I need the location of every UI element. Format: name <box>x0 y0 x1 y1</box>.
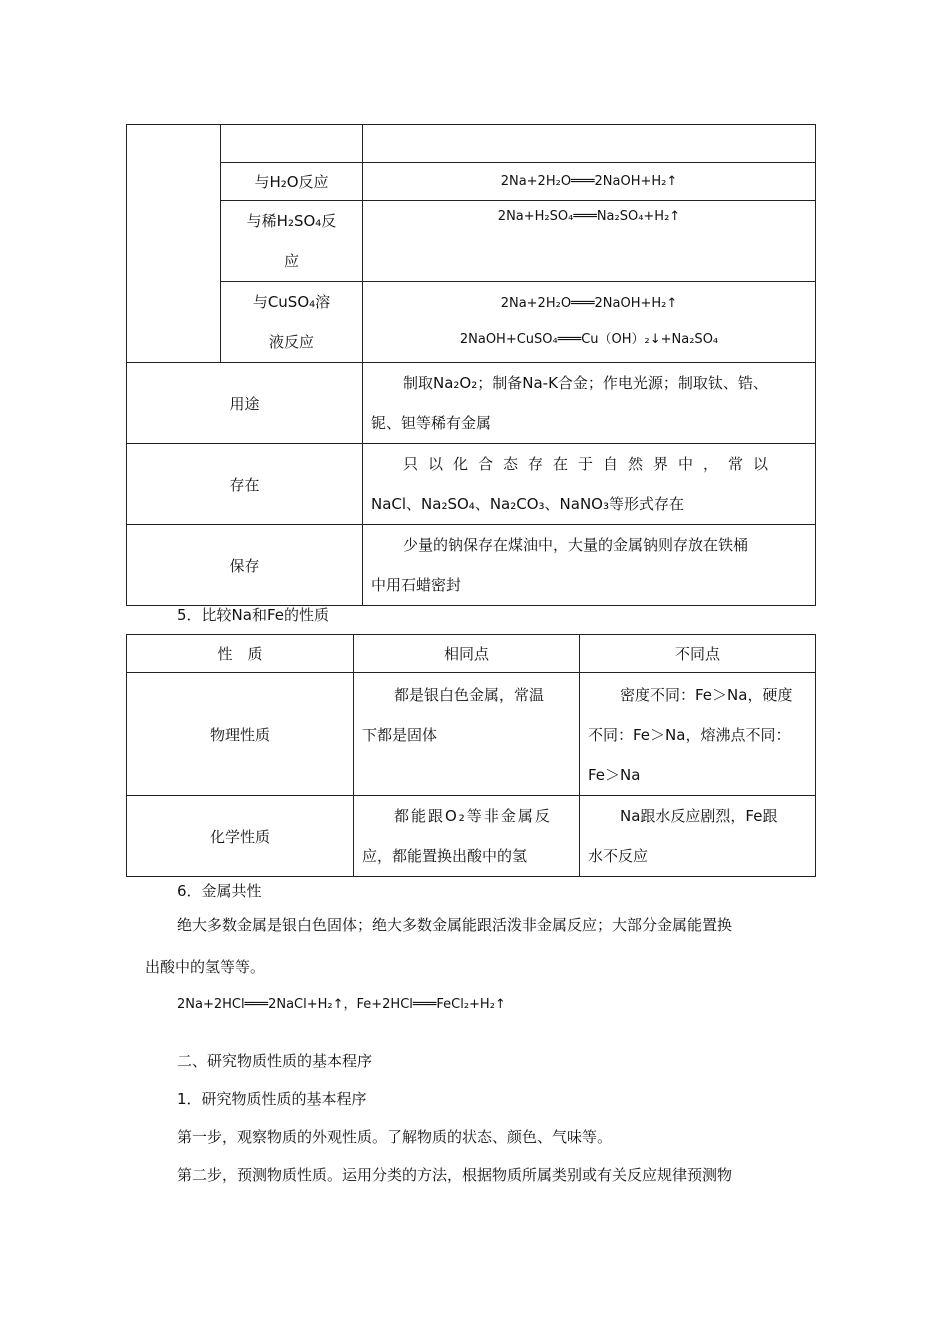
row-store-text <box>363 525 816 606</box>
physical-same-line2: 下都是固体 <box>362 726 438 744</box>
sodium-properties-table <box>126 124 816 606</box>
physical-diff-line2: 不同：Fe＞Na，熔沸点不同： <box>588 726 791 744</box>
row-store-text-line2: 中用石蜡密封 <box>371 576 462 594</box>
row-store-label: 保存 <box>127 525 363 606</box>
chemical-diff-line1: Na跟水反应剧烈，Fe跟 <box>620 807 778 825</box>
header-diff: 不同点 <box>580 635 816 673</box>
physical-same-line1: 都是银白色金属，常温 <box>394 686 545 704</box>
row-use-text-line2: 铌、钽等稀有金属 <box>371 414 492 432</box>
row-cuso4-equation1: 2Na+2H₂O═══2NaOH+H₂↑ <box>500 296 678 311</box>
row-cuso4-equation2: 2NaOH+CuSO₄═══Cu（OH）₂↓+Na₂SO₄ <box>459 332 719 347</box>
row-use-label: 用途 <box>127 363 363 444</box>
physical-diff-line3: Fe＞Na <box>588 766 641 784</box>
row-h2o-equation: 2Na+2H₂O═══2NaOH+H₂↑ <box>363 163 816 201</box>
chemical-same-line1: 都能跟O₂等非金属反 <box>394 807 552 825</box>
table1-empty-label <box>221 125 363 163</box>
physical-property-label: 物理性质 <box>127 673 354 796</box>
section5-title: 5．比较Na和Fe的性质 <box>177 606 329 624</box>
row-exist-text-line1: 只以化合态存在于自然界中，常以 <box>403 455 779 473</box>
chemical-same <box>354 796 580 877</box>
header-same: 相同点 <box>354 635 580 673</box>
row-h2so4-label-line2: 应 <box>283 252 299 270</box>
table1-empty-value <box>363 125 816 163</box>
row-use-text <box>363 363 816 444</box>
row-use-text-line1: 制取Na₂O₂；制备Na-K合金；作电光源；制取钛、锆、 <box>403 374 768 392</box>
na-fe-comparison-table <box>126 634 816 877</box>
row-h2so4-label-line1: 与稀H₂SO₄反 <box>246 212 337 230</box>
physical-same <box>354 673 580 796</box>
part2-sub1: 1．研究物质性质的基本程序 <box>177 1090 367 1108</box>
chemical-diff-line2: 水不反应 <box>588 847 649 865</box>
physical-diff <box>580 673 816 796</box>
part2-step2: 第二步，预测物质性质。运用分类的方法，根据物质所属类别或有关反应规律预测物 <box>177 1166 733 1184</box>
row-h2so4-label <box>221 201 363 282</box>
part2-step1: 第一步，观察物质的外观性质。了解物质的状态、颜色、气味等。 <box>177 1128 613 1146</box>
physical-diff-line1: 密度不同：Fe＞Na，硬度 <box>620 686 793 704</box>
row-cuso4-equation <box>363 282 816 363</box>
section6-title: 6．金属共性 <box>177 882 262 900</box>
row-h2o-label: 与H₂O反应 <box>221 163 363 201</box>
row-store-text-line1: 少量的钠保存在煤油中，大量的金属钠则存放在铁桶 <box>403 536 749 554</box>
row-cuso4-label-line1: 与CuSO₄溶 <box>252 293 331 311</box>
header-property: 性 质 <box>127 635 354 673</box>
row-h2so4-equation: 2Na+H₂SO₄═══Na₂SO₄+H₂↑ <box>363 201 816 282</box>
chemical-diff <box>580 796 816 877</box>
row-exist-label: 存在 <box>127 444 363 525</box>
row-cuso4-label-line2: 液反应 <box>268 333 314 351</box>
section6-equation: 2Na+2HCl═══2NaCl+H₂↑，Fe+2HCl═══FeCl₂+H₂↑ <box>177 997 506 1012</box>
row-exist-text-line2: NaCl、Na₂SO₄、Na₂CO₃、NaNO₃等形式存在 <box>371 495 684 513</box>
chemical-property-label: 化学性质 <box>127 796 354 877</box>
section6-para-line1: 绝大多数金属是银白色固体；绝大多数金属能跟活泼非金属反应；大部分金属能置换 <box>177 916 733 934</box>
part2-heading: 二、研究物质性质的基本程序 <box>177 1052 373 1070</box>
section6-para-line2: 出酸中的氢等等。 <box>145 958 266 976</box>
chemical-same-line2: 应，都能置换出酸中的氢 <box>362 847 528 865</box>
row-cuso4-label <box>221 282 363 363</box>
table1-merged-cell <box>127 125 221 363</box>
row-exist-text <box>363 444 816 525</box>
